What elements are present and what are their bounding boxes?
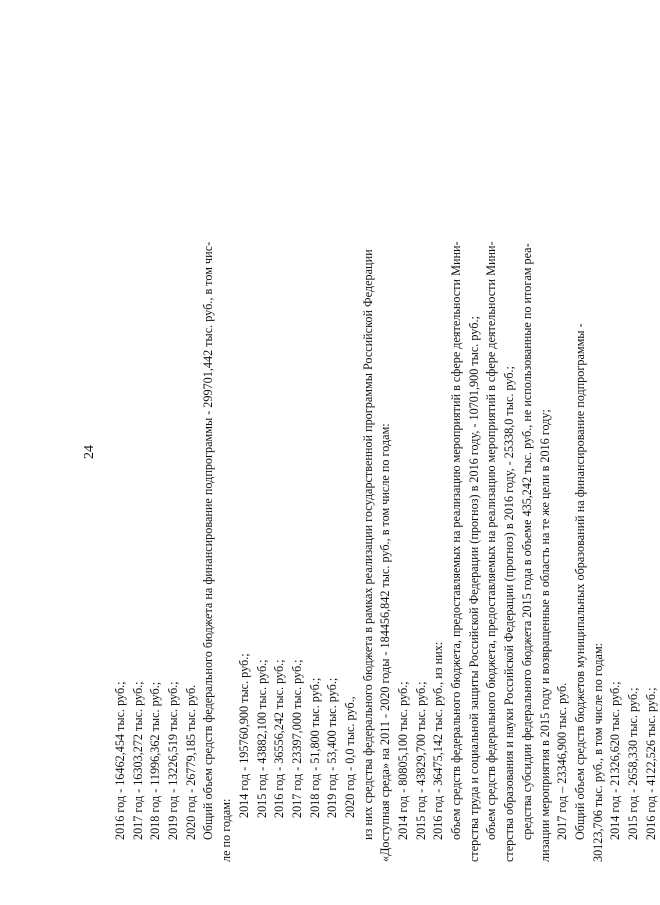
text-line: 2019 год - 13226,519 тыс. руб.; bbox=[166, 681, 181, 840]
text-line: ле по годам: bbox=[219, 798, 234, 862]
text-line: 2015 год - 2658,330 тыс. руб.; bbox=[625, 687, 640, 840]
text-line: 2014 год - 21326,620 тыс. руб.; bbox=[608, 681, 623, 840]
text-line: 2016 год - 4122,526 тыс. руб.; bbox=[643, 687, 658, 840]
rotated-page-content bbox=[40, 42, 658, 862]
text-line: 2017 год – 23346,900 тыс. руб. bbox=[555, 682, 570, 840]
text-line: 2014 год - 195760,900 тыс. руб.; bbox=[236, 653, 251, 818]
text-line: 2016 год - 36556,242 тыс. руб.; bbox=[272, 659, 287, 818]
text-line: Общий объем средств федерального бюджета на финансирование подпрограммы - 299701,442 тыс. руб., в том чис- bbox=[201, 241, 216, 840]
text-line: 2014 год - 80805,100 тыс. руб.; bbox=[396, 681, 410, 840]
text-line: 2017 год - 23397,000 тыс. руб.; bbox=[289, 659, 304, 818]
text-line: «Доступная среда» на 2011 - 2020 годы - 184456,842 тыс. руб., в том числе по годам: bbox=[378, 423, 393, 862]
text-line: лизации мероприятия в 2015 году и возвращенные в область на те же цели в 2016 году; bbox=[537, 409, 552, 862]
text-line: 2016 год - 36475,142 тыс. руб., из них: bbox=[431, 641, 446, 840]
text-line: из них средства федерального бюджета в рамках реализации государственной программы Российской Федерации bbox=[360, 249, 375, 840]
text-line: 2020 год - 26779,185 тыс. руб. bbox=[183, 684, 198, 840]
text-line: стерства труда и социальной защиты Российской Федерации (прогноз) в 2016 году, - 10701,900 тыс. руб.; bbox=[466, 316, 481, 862]
text-line: Общий объем средств бюджетов муниципальных образований на финансирование подпрограммы - bbox=[572, 323, 587, 840]
text-line: 2017 год - 16303,272 тыс. руб.; bbox=[130, 681, 145, 840]
text-line: 2019 год - 53,400 тыс. руб.; bbox=[325, 677, 340, 818]
text-line: средства субсидии федерального бюджета 2015 года в объеме 435,242 тыс. руб., не использованные по итогам реа- bbox=[519, 243, 534, 840]
text-line: 2016 год - 16462,454 тыс. руб.; bbox=[113, 681, 127, 840]
text-line: объем средств федерального бюджета, предоставляемых на реализацию мероприятий в сфере деятельности Мини- bbox=[484, 241, 499, 840]
text-line: 30123,706 тыс. руб., в том числе по годам: bbox=[590, 642, 605, 862]
text-line: 2018 год - 11996,362 тыс. руб.; bbox=[148, 681, 163, 840]
text-line: стерства образования и науки Российской Федерации (прогноз) в 2016 году, - 25338,0 тыс. руб.; bbox=[502, 366, 517, 862]
text-line: 2020 год - 0,0 тыс. руб., bbox=[342, 696, 357, 818]
page-number: 24 bbox=[82, 445, 97, 459]
text-line: 2015 год - 43882,100 тыс. руб.; bbox=[254, 659, 269, 818]
body-text bbox=[112, 42, 660, 862]
text-line: 2018 год - 51,800 тыс. руб.; bbox=[307, 677, 322, 818]
text-line: объем средств федерального бюджета, предоставляемых на реализацию мероприятий в сфере деятельности Мини- bbox=[449, 241, 464, 840]
text-line: 2015 год - 43829,700 тыс. руб.; bbox=[413, 681, 428, 840]
